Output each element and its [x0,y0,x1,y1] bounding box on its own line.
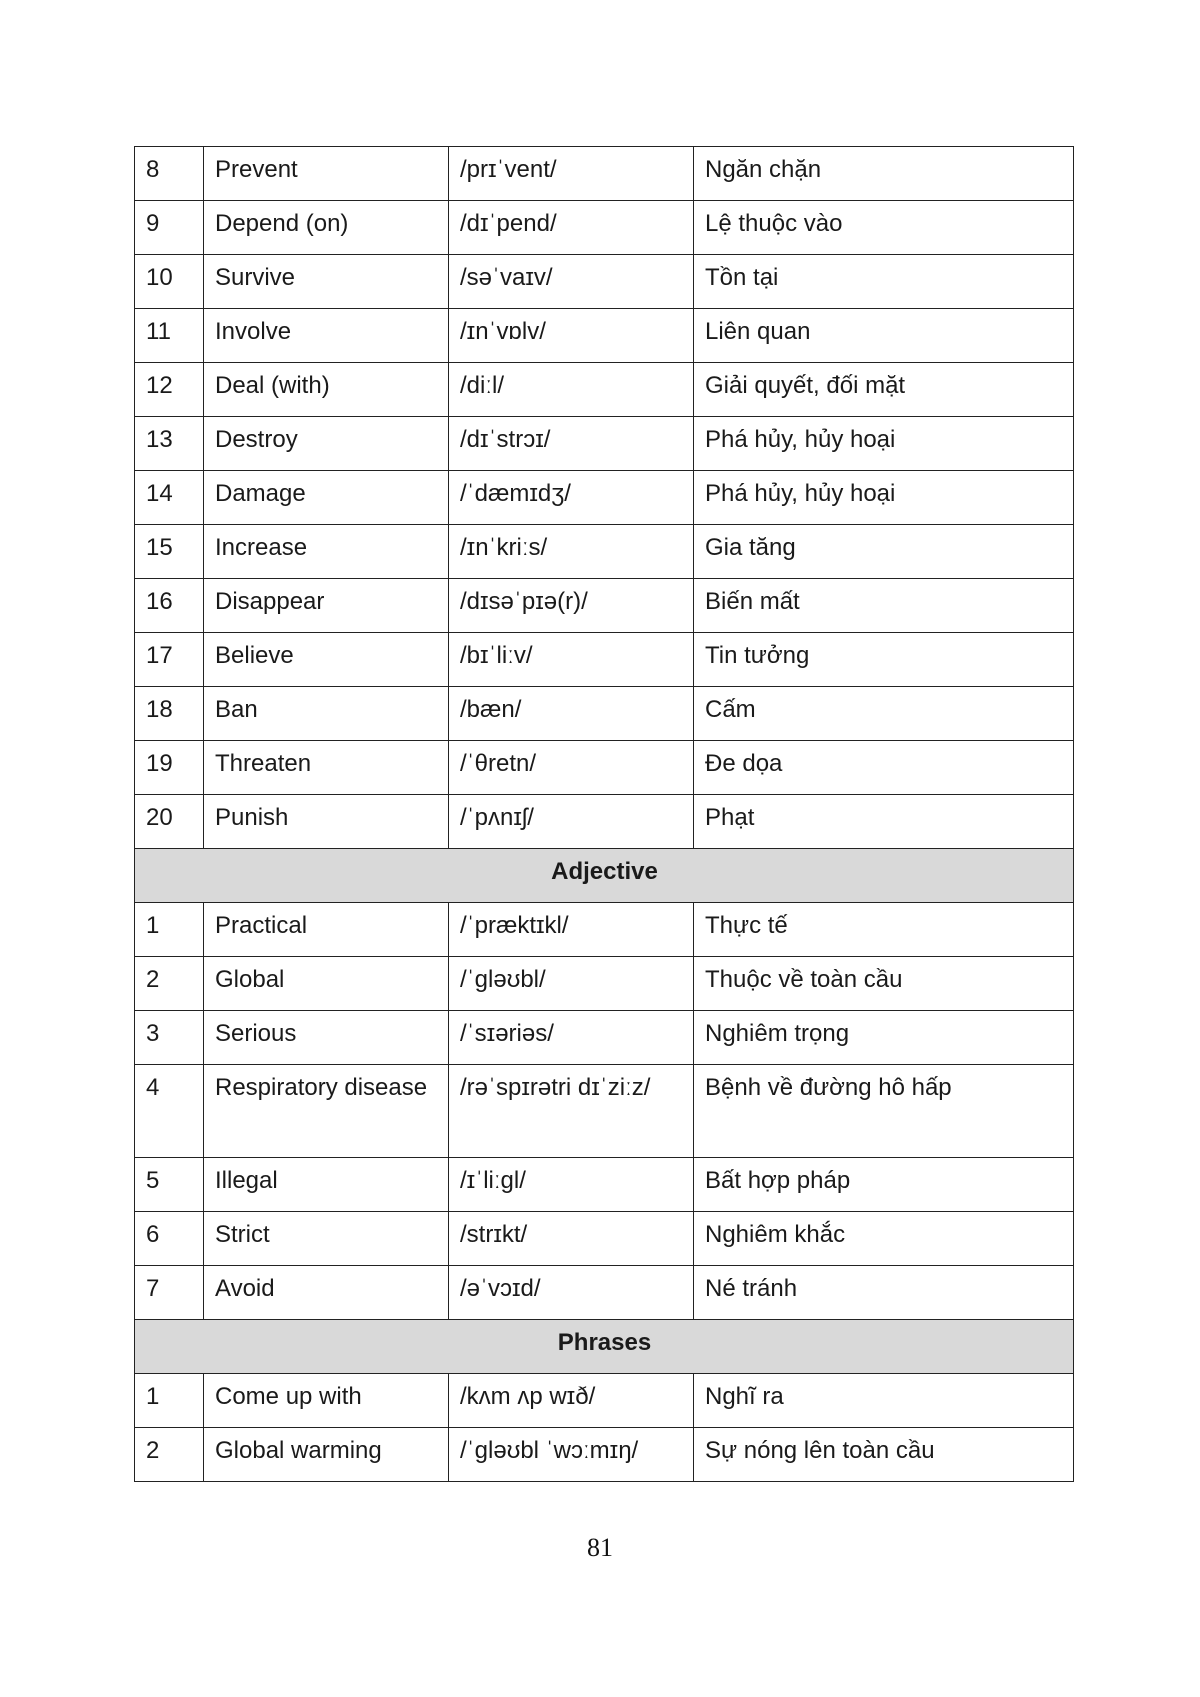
meaning-cell: Cấm [694,687,1074,741]
table-row [135,1428,1074,1482]
word-cell: Increase [204,525,449,579]
word-cell: Threaten [204,741,449,795]
row-number-cell: 3 [135,1011,204,1065]
row-number-cell: 10 [135,255,204,309]
row-number-cell: 13 [135,417,204,471]
table-row [135,363,1074,417]
pronunciation-cell: /ˈɡləʊbl/ [449,957,694,1011]
table-row [135,1266,1074,1320]
row-number-cell: 1 [135,903,204,957]
word-cell: Practical [204,903,449,957]
pronunciation-cell: /ˈɡləʊbl ˈwɔːmɪŋ/ [449,1428,694,1482]
pronunciation-cell: /səˈvaɪv/ [449,255,694,309]
pronunciation-cell: /ˈpræktɪkl/ [449,903,694,957]
section-header: Phrases [135,1320,1074,1374]
word-cell: Illegal [204,1158,449,1212]
meaning-cell: Phạt [694,795,1074,849]
word-cell: Serious [204,1011,449,1065]
word-cell: Ban [204,687,449,741]
row-number-cell: 18 [135,687,204,741]
word-cell: Prevent [204,147,449,201]
pronunciation-cell: /diːl/ [449,363,694,417]
page-number: 81 [587,1533,613,1562]
pronunciation-cell: /dɪsəˈpɪə(r)/ [449,579,694,633]
table-row [135,417,1074,471]
row-number-cell: 15 [135,525,204,579]
pronunciation-cell: /dɪˈpend/ [449,201,694,255]
meaning-cell: Thực tế [694,903,1074,957]
meaning-cell: Tồn tại [694,255,1074,309]
row-number-cell: 8 [135,147,204,201]
meaning-cell: Bệnh về đường hô hấp [694,1065,1074,1158]
meaning-cell: Nghiêm khắc [694,1212,1074,1266]
table-row [135,633,1074,687]
row-number-cell: 7 [135,1266,204,1320]
row-number-cell: 20 [135,795,204,849]
word-cell: Global [204,957,449,1011]
meaning-cell: Tin tưởng [694,633,1074,687]
table-row [135,201,1074,255]
pronunciation-cell: /ˈsɪəriəs/ [449,1011,694,1065]
row-number-cell: 14 [135,471,204,525]
word-cell: Depend (on) [204,201,449,255]
word-cell: Come up with [204,1374,449,1428]
table-row [135,525,1074,579]
table-row [135,1065,1074,1158]
word-cell: Avoid [204,1266,449,1320]
word-cell: Strict [204,1212,449,1266]
row-number-cell: 1 [135,1374,204,1428]
pronunciation-cell: /bæn/ [449,687,694,741]
table-row [135,147,1074,201]
meaning-cell: Né tránh [694,1266,1074,1320]
pronunciation-cell: /ˈpʌnɪʃ/ [449,795,694,849]
meaning-cell: Sự nóng lên toàn cầu [694,1428,1074,1482]
word-cell: Deal (with) [204,363,449,417]
meaning-cell: Lệ thuộc vào [694,201,1074,255]
pronunciation-cell: /strɪkt/ [449,1212,694,1266]
table-row [135,795,1074,849]
meaning-cell: Bất hợp pháp [694,1158,1074,1212]
word-cell: Disappear [204,579,449,633]
meaning-cell: Nghiêm trọng [694,1011,1074,1065]
section-header-row [135,849,1074,903]
row-number-cell: 17 [135,633,204,687]
word-cell: Punish [204,795,449,849]
meaning-cell: Phá hủy, hủy hoại [694,417,1074,471]
vocabulary-table [134,146,1074,1482]
row-number-cell: 5 [135,1158,204,1212]
row-number-cell: 4 [135,1065,204,1158]
pronunciation-cell: /ˈdæmɪdʒ/ [449,471,694,525]
table-row [135,741,1074,795]
row-number-cell: 16 [135,579,204,633]
word-cell: Destroy [204,417,449,471]
table-row [135,903,1074,957]
word-cell: Damage [204,471,449,525]
pronunciation-cell: /ˈθretn/ [449,741,694,795]
pronunciation-cell: /dɪˈstrɔɪ/ [449,417,694,471]
meaning-cell: Ngăn chặn [694,147,1074,201]
table-row [135,1212,1074,1266]
pronunciation-cell: /prɪˈvent/ [449,147,694,201]
meaning-cell: Biến mất [694,579,1074,633]
meaning-cell: Thuộc về toàn cầu [694,957,1074,1011]
word-cell: Involve [204,309,449,363]
pronunciation-cell: /ɪˈliːɡl/ [449,1158,694,1212]
meaning-cell: Giải quyết, đối mặt [694,363,1074,417]
table-row [135,957,1074,1011]
word-cell: Respiratory disease [204,1065,449,1158]
row-number-cell: 12 [135,363,204,417]
pronunciation-cell: /ɪnˈkriːs/ [449,525,694,579]
pronunciation-cell: /rəˈspɪrətri dɪˈziːz/ [449,1065,694,1158]
row-number-cell: 6 [135,1212,204,1266]
word-cell: Survive [204,255,449,309]
meaning-cell: Gia tăng [694,525,1074,579]
table-row [135,1374,1074,1428]
section-header: Adjective [135,849,1074,903]
table-row [135,1011,1074,1065]
pronunciation-cell: /bɪˈliːv/ [449,633,694,687]
table-row [135,471,1074,525]
word-cell: Believe [204,633,449,687]
table-row [135,255,1074,309]
table-row [135,1158,1074,1212]
row-number-cell: 2 [135,957,204,1011]
meaning-cell: Đe dọa [694,741,1074,795]
pronunciation-cell: /kʌm ʌp wɪð/ [449,1374,694,1428]
meaning-cell: Liên quan [694,309,1074,363]
row-number-cell: 19 [135,741,204,795]
pronunciation-cell: /ɪnˈvɒlv/ [449,309,694,363]
row-number-cell: 2 [135,1428,204,1482]
table-row [135,309,1074,363]
meaning-cell: Phá hủy, hủy hoại [694,471,1074,525]
table-row [135,687,1074,741]
row-number-cell: 9 [135,201,204,255]
vocabulary-table-body [135,147,1074,1482]
table-row [135,579,1074,633]
word-cell: Global warming [204,1428,449,1482]
pronunciation-cell: /əˈvɔɪd/ [449,1266,694,1320]
row-number-cell: 11 [135,309,204,363]
meaning-cell: Nghĩ ra [694,1374,1074,1428]
section-header-row [135,1320,1074,1374]
